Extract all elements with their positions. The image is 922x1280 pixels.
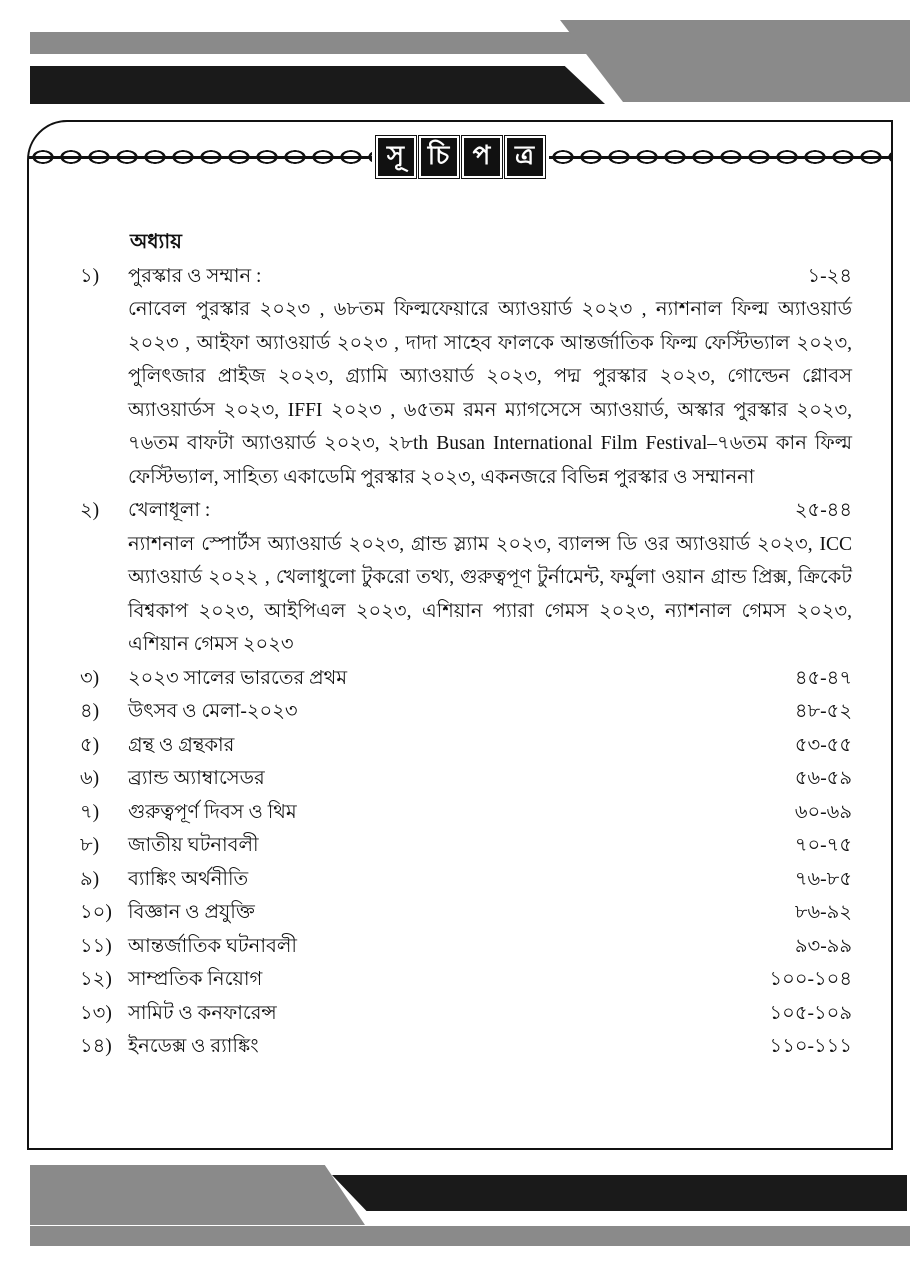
page-range: ১১০-১১১ xyxy=(769,1036,852,1057)
toc-entry xyxy=(80,1030,852,1064)
chapter-title: ইনডেক্স ও র‍্যাঙ্কিং xyxy=(128,1036,259,1057)
toc-entry xyxy=(80,997,852,1031)
chapter-title: ২০২৩ সালের ভারতের প্রথম xyxy=(128,667,348,689)
chapter-title: গুরুত্বপূর্ণ দিবস ও থিম xyxy=(128,801,297,823)
page-range: ৬০-৬৯ xyxy=(794,801,852,823)
chapter-title: পুরস্কার ও সম্মান : xyxy=(128,265,262,287)
title-letter: প xyxy=(462,136,502,178)
page-title xyxy=(372,136,549,178)
chapter-title: আন্তর্জাতিক ঘটনাবলী xyxy=(128,935,297,957)
toc-entry xyxy=(80,662,852,696)
toc-entry xyxy=(80,695,852,729)
chapter-title: সাম্প্রতিক নিয়োগ xyxy=(128,969,263,990)
toc-entry xyxy=(80,762,852,796)
toc-entry xyxy=(80,863,852,897)
footer-grey-bar xyxy=(30,1165,365,1225)
chapter-title: খেলাধূলা : xyxy=(128,500,211,521)
chapter-number: ৩) xyxy=(80,667,100,689)
title-band xyxy=(29,138,891,176)
chapter-number: ১) xyxy=(80,265,100,287)
toc-entry xyxy=(80,930,852,964)
chapter-number: ১২) xyxy=(80,969,112,990)
toc-entry xyxy=(80,963,852,997)
page-range: ৮৬-৯২ xyxy=(794,902,852,923)
header-grey-block xyxy=(560,20,910,102)
chapter-title: গ্রন্থ ও গ্রন্থকার xyxy=(128,734,235,756)
toc-entry xyxy=(80,796,852,830)
chapter-title: ব্যাঙ্কিং অর্থনীতি xyxy=(128,868,249,890)
title-letter: ত্র xyxy=(505,136,545,178)
header-grey-bar xyxy=(30,32,590,54)
chapter-number: ১১) xyxy=(80,935,112,957)
chapter-number: ৫) xyxy=(80,734,100,756)
toc-entry xyxy=(80,829,852,863)
page-range: ৫৩-৫৫ xyxy=(794,734,852,756)
toc-entry xyxy=(80,729,852,763)
chapter-title: জাতীয় ঘটনাবলী xyxy=(128,835,259,856)
page-range: ৭০-৭৫ xyxy=(794,835,852,856)
toc-entry xyxy=(80,260,852,294)
chapter-title: বিজ্ঞান ও প্রযুক্তি xyxy=(128,902,255,923)
footer-grey-strip xyxy=(30,1226,910,1246)
toc-entry xyxy=(80,896,852,930)
chapter-topics: ন্যাশনাল স্পোর্টস অ্যাওয়ার্ড ২০২৩, গ্রান্ড স্ল্যাম ২০২৩, ব্যালন্স ডি ওর অ্যাওয়ার্ড ২০২৩, ICC অ্যাওয়ার্ড ২০২২ , খেলাধুলো টুকরো তথ্য, গুরুত্বপূণ টুর্নামেন্ট, ফর্মুলা ওয়ান গ্রান্ড প্রিক্স, ক্রিকেট বিশ্বকাপ ২০২৩, আইপিএল ২০২৩, এশিয়ান প্যারা গেমস ২০২৩, ন্যাশনাল গেমস ২০২৩, এশিয়ান গেমস ২০২৩ xyxy=(128,533,852,655)
chapter-number: ৮) xyxy=(80,835,100,856)
title-letter: সূ xyxy=(376,136,416,178)
table-of-contents xyxy=(80,226,852,1064)
chapter-number: ৭) xyxy=(80,801,100,823)
page-range: ১০০-১০৪ xyxy=(769,969,852,990)
page-range: ৯৩-৯৯ xyxy=(794,935,852,957)
title-letter: চি xyxy=(419,136,459,178)
footer-black-bar xyxy=(332,1175,907,1211)
chapter-number: ৯) xyxy=(80,868,100,890)
chapter-title: ব্র্যান্ড অ্যাম্বাসেডর xyxy=(128,768,265,789)
page-range: ৫৬-৫৯ xyxy=(794,768,852,789)
page-range: ৭৬-৮৫ xyxy=(794,868,852,890)
page-range: ১-২৪ xyxy=(807,265,852,287)
chapter-title: উৎসব ও মেলা-২০২৩ xyxy=(128,701,298,722)
chapter-number: ১৪) xyxy=(80,1036,112,1057)
page-range: ২৫-৪৪ xyxy=(794,500,852,521)
ornament-right xyxy=(549,144,892,170)
page-range: ১০৫-১০৯ xyxy=(769,1002,852,1024)
chapter-title: সামিট ও কনফারেন্স xyxy=(128,1002,277,1024)
section-heading: অধ্যায় xyxy=(130,231,182,253)
chapter-number: ১৩) xyxy=(80,1002,112,1024)
chapter-number: ২) xyxy=(80,500,100,521)
chapter-number: ৬) xyxy=(80,768,100,789)
chapter-topics: নোবেল পুরস্কার ২০২৩ , ৬৮তম ফিল্মফেয়ারে অ্যাওয়ার্ড ২০২৩ , ন্যাশনাল ফিল্ম অ্যাওয়ার্ড ২০২৩ , আইফা অ্যাওয়ার্ড ২০২৩ , দাদা সাহেব ফালকে আন্তর্জাতিক ফিল্ম ফেস্টিভ্যাল ২০২৩, পুলিৎজার প্রাইজ ২০২৩, গ্র্যামি অ্যাওয়ার্ড ২০২৩, পদ্ম পুরস্কার ২০২৩, গোল্ডেন গ্লোবস অ্যাওয়ার্ডস ২০২৩, IFFI ২০২৩ , ৬৫তম রমন ম্যাগসেসে অ্যাওয়ার্ড, অস্কার পুরস্কার ২০২৩, ৭৬তম বাফটা অ্যাওয়ার্ড ২০২৩, ২৮th Busan International Film Festival–৭৬তম কান ফিল্ম ফেস্টিভ্যাল, সাহিত্য একাডেমি পুরস্কার ২০২৩, একনজরে বিভিন্ন পুরস্কার ও সম্মাননা xyxy=(128,299,852,488)
page-range: ৪৫-৪৭ xyxy=(794,667,852,689)
page-range: ৪৮-৫২ xyxy=(794,701,852,722)
header-black-bar xyxy=(30,66,605,104)
chapter-number: ৪) xyxy=(80,701,100,722)
chapter-number: ১০) xyxy=(80,902,112,923)
toc-entry xyxy=(80,494,852,528)
ornament-left xyxy=(29,144,372,170)
